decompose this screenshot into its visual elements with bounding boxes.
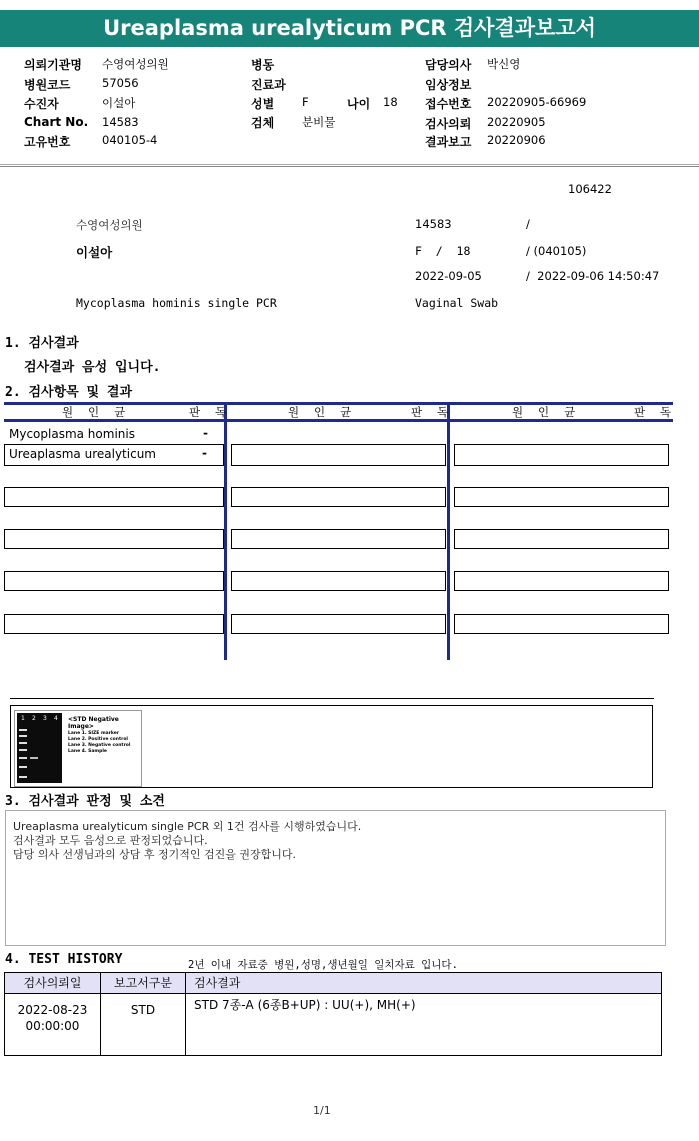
- opinion-line: Ureaplasma urealyticum single PCR 외 1건 검사를 시행하였습니다.: [13, 820, 362, 833]
- empty-cell: [454, 487, 669, 507]
- result-cell: [4, 444, 224, 466]
- info-datetime-report: / 2022-09-06 14:50:47: [526, 269, 660, 283]
- marker-band: [19, 735, 27, 737]
- col-header-judgment-1: 판 독: [189, 405, 231, 419]
- history-header-row: [5, 973, 662, 994]
- history-result: STD 7종-A (6종B+UP) : UU(+), MH(+): [186, 994, 662, 1056]
- section3-heading: 3. 검사결과 판정 및 소견: [5, 794, 165, 809]
- value-specimen: 분비물: [302, 115, 336, 129]
- info-id: / (040105): [526, 244, 587, 258]
- label-receipt-no: 접수번호: [425, 97, 472, 111]
- empty-cell: [231, 571, 446, 591]
- report-title: Ureaplasma urealyticum PCR 검사결과보고서: [0, 10, 699, 47]
- empty-cell: [231, 444, 446, 466]
- label-ward: 병동: [251, 58, 275, 72]
- marker-band: [19, 729, 27, 731]
- empty-cell: [4, 614, 224, 634]
- history-table: [4, 972, 662, 1056]
- marker-band: [19, 776, 27, 778]
- label-patient: 수진자: [24, 97, 59, 111]
- history-type: STD: [101, 994, 186, 1056]
- section4-note: 2년 이내 자료중 병원,성명,생년월일 일치자료 입니다.: [188, 959, 458, 971]
- lane-label: 2: [32, 715, 36, 722]
- label-hospital-code: 병원코드: [24, 78, 71, 92]
- gel-image-panel: [14, 710, 142, 787]
- info-clinic: 수영여성의원: [76, 218, 143, 232]
- marker-band: [19, 742, 27, 744]
- label-specimen: 검체: [251, 116, 275, 130]
- value-hospital-code: 57056: [102, 76, 139, 90]
- label-clinical-info: 임상정보: [425, 78, 472, 92]
- value-age: 18: [383, 95, 398, 109]
- empty-cell: [454, 571, 669, 591]
- empty-cell: [454, 529, 669, 549]
- value-report-date: 20220906: [487, 133, 546, 147]
- marker-band: [19, 766, 27, 768]
- history-col-result: 검사결과: [186, 973, 662, 994]
- result-judgment-1: -: [203, 426, 208, 440]
- opinion-line: 담당 의사 선생님과의 상담 후 정기적인 검진을 권장합니다.: [13, 848, 296, 861]
- gel-caption-line: Lane 1. SIZE marker: [68, 731, 120, 736]
- label-request-date: 검사의뢰: [425, 117, 472, 131]
- page-number: 1/1: [313, 1104, 331, 1117]
- result-organism-1: Mycoplasma hominis: [9, 427, 135, 441]
- history-date: 2022-08-23: [17, 1003, 88, 1017]
- gel-top-rule: [10, 698, 654, 699]
- header-divider: [0, 164, 699, 165]
- empty-cell: [454, 444, 669, 466]
- value-clinic: 수영여성의원: [102, 57, 169, 71]
- gel-caption-title: <STD Negative Image>: [68, 716, 119, 730]
- info-sex-age: F / 18: [415, 244, 471, 258]
- label-chart-no: Chart No.: [24, 115, 89, 129]
- label-age: 나이: [347, 97, 371, 111]
- gel-caption-line: Lane 3. Negative control: [68, 743, 131, 748]
- info-date-received: 2022-09-05: [415, 269, 482, 283]
- gel-caption-line: Lane 2. Positive control: [68, 737, 128, 742]
- positive-band: [30, 757, 38, 759]
- gel-photo: [17, 713, 62, 783]
- column-divider-1: [224, 402, 227, 660]
- lane-label: 3: [43, 715, 47, 722]
- info-test-name: Mycoplasma hominis single PCR: [76, 296, 277, 310]
- col-header-organism-1: 원 인 균: [62, 405, 130, 419]
- history-time: 00:00:00: [25, 1019, 80, 1033]
- empty-cell: [231, 614, 446, 634]
- result-judgment-2: -: [202, 446, 207, 460]
- label-sex: 성별: [251, 97, 275, 111]
- result-organism-2: Ureaplasma urealyticum: [9, 447, 156, 461]
- col-header-organism-2: 원 인 균: [288, 405, 356, 419]
- col-header-organism-3: 원 인 균: [512, 405, 580, 419]
- info-chart-sep: /: [526, 217, 530, 231]
- lane-label: 1: [21, 715, 25, 722]
- value-patient: 이설아: [102, 96, 136, 110]
- label-clinic: 의뢰기관명: [24, 58, 82, 72]
- empty-cell: [454, 614, 669, 634]
- marker-band: [19, 749, 27, 751]
- value-chart-no: 14583: [102, 115, 139, 129]
- history-col-type: 보고서구분: [101, 973, 186, 994]
- info-chart: 14583: [415, 217, 452, 231]
- doc-number: 106422: [568, 182, 612, 196]
- history-col-date: 검사의뢰일: [5, 973, 101, 994]
- value-doctor: 박신영: [487, 57, 521, 71]
- empty-cell: [4, 529, 224, 549]
- empty-cell: [231, 529, 446, 549]
- info-specimen: Vaginal Swab: [415, 296, 499, 310]
- value-unique-no: 040105-4: [102, 133, 158, 147]
- gel-caption-line: Lane 4. Sample: [68, 749, 107, 754]
- table-row: [5, 994, 662, 1056]
- column-divider-2: [447, 402, 450, 660]
- marker-band: [19, 757, 27, 759]
- opinion-box: [5, 810, 666, 946]
- label-unique-no: 고유번호: [24, 135, 71, 149]
- empty-cell: [4, 487, 224, 507]
- empty-cell: [231, 487, 446, 507]
- value-receipt-no: 20220905-66969: [487, 95, 587, 109]
- lane-label: 4: [54, 715, 58, 722]
- col-header-judgment-3: 판 독: [634, 405, 676, 419]
- history-date-cell: [5, 994, 101, 1056]
- label-doctor: 담당의사: [425, 58, 472, 72]
- empty-cell: [4, 571, 224, 591]
- col-header-judgment-2: 판 독: [411, 405, 453, 419]
- label-report-date: 결과보고: [425, 135, 472, 149]
- section2-heading: 2. 검사항목 및 결과: [5, 385, 133, 400]
- value-request-date: 20220905: [487, 115, 546, 129]
- label-department: 진료과: [251, 78, 286, 92]
- value-sex: F: [302, 95, 309, 109]
- section1-result: 검사결과 음성 입니다.: [24, 360, 161, 375]
- opinion-line: 검사결과 모두 음성으로 판정되었습니다.: [13, 834, 208, 847]
- section1-heading: 1. 검사결과: [5, 336, 79, 351]
- section4-heading: 4. TEST HISTORY: [5, 952, 123, 967]
- info-patient: 이설아: [76, 245, 113, 260]
